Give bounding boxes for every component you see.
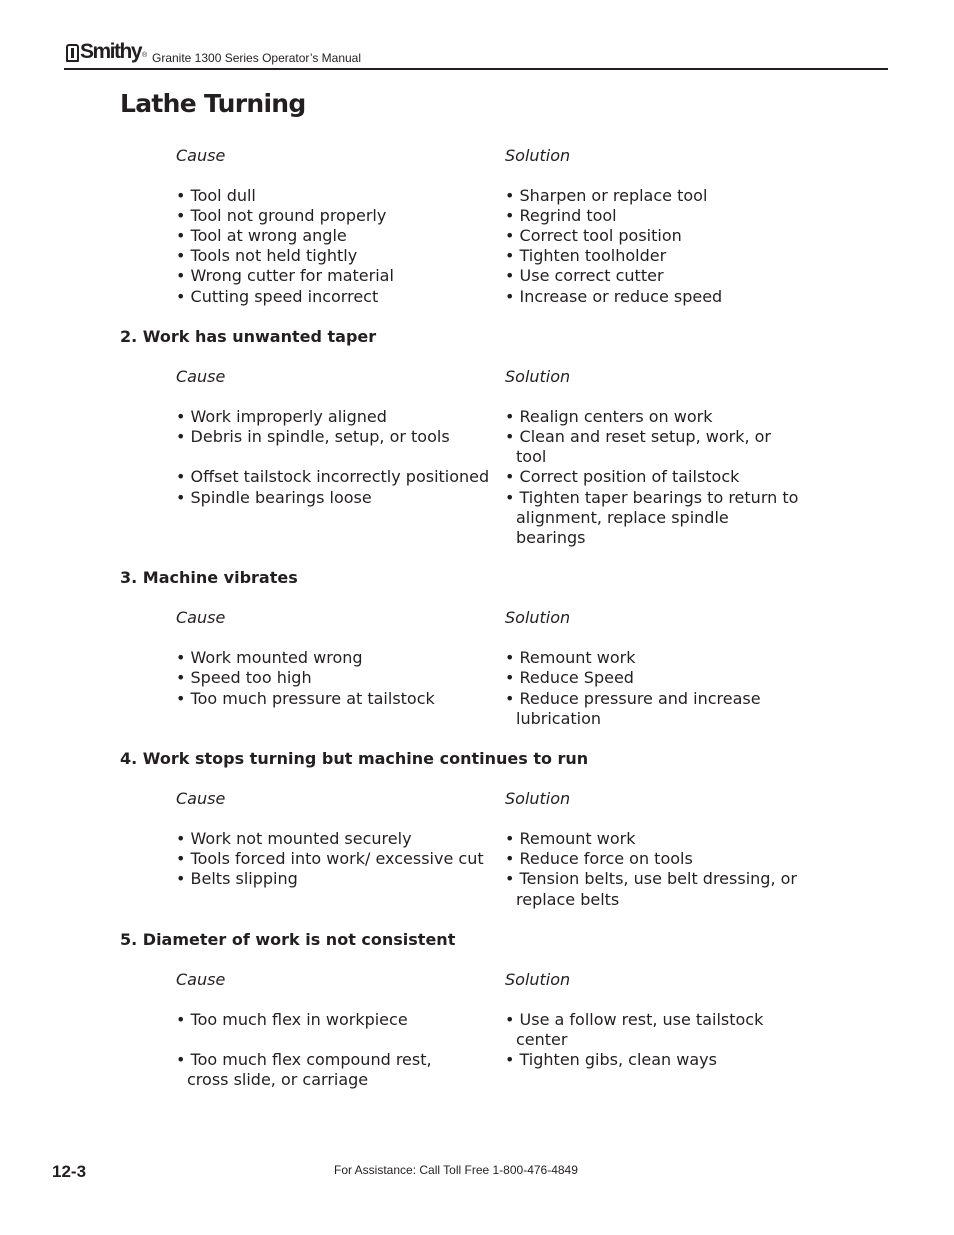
cause-item: • Tool at wrong angle (176, 226, 347, 245)
page-header (64, 40, 888, 70)
solution-item-continued: tool (516, 447, 547, 466)
solution-item: • Regrind tool (505, 206, 617, 225)
solution-item: • Tighten gibs, clean ways (505, 1050, 717, 1069)
cause-item: • Too much flex compound rest, (176, 1050, 432, 1069)
cause-item: • Speed too high (176, 668, 312, 687)
cause-item: • Too much pressure at tailstock (176, 689, 435, 708)
solution-item: • Reduce Speed (505, 668, 634, 687)
section-heading: 5. Diameter of work is not consistent (120, 930, 456, 949)
page-number: 12-3 (52, 1162, 87, 1181)
logo-registered-mark: ® (142, 52, 148, 59)
assistance-phone: For Assistance: Call Toll Free 1-800-476-4849 (334, 1163, 578, 1177)
cause-item: • Tools forced into work/ excessive cut (176, 849, 484, 868)
cause-item: • Work improperly aligned (176, 407, 387, 426)
cause-item: • Tool dull (176, 186, 256, 205)
cause-item: • Offset tailstock incorrectly positioned (176, 467, 490, 486)
smithy-logo (66, 42, 147, 62)
cause-label: Cause (176, 367, 226, 386)
cause-label: Cause (176, 146, 226, 165)
solution-item: • Realign centers on work (505, 407, 713, 426)
cause-item: • Too much flex in workpiece (176, 1010, 408, 1029)
solution-label: Solution (505, 970, 571, 989)
cause-item: • Debris in spindle, setup, or tools (176, 427, 450, 446)
cause-item: • Cutting speed incorrect (176, 287, 379, 306)
solution-item: • Use a follow rest, use tailstock (505, 1010, 764, 1029)
cause-item: • Work not mounted securely (176, 829, 412, 848)
solution-item: • Increase or reduce speed (505, 287, 723, 306)
logo-text: Smithy (80, 40, 142, 63)
cause-item: • Tool not ground properly (176, 206, 387, 225)
cause-label: Cause (176, 608, 226, 627)
solution-item-continued: replace belts (516, 890, 620, 909)
solution-item: • Tighten toolholder (505, 246, 667, 265)
solution-label: Solution (505, 367, 571, 386)
solution-item-continued: alignment, replace spindle (516, 508, 729, 527)
solution-item-continued: bearings (516, 528, 586, 547)
cause-label: Cause (176, 970, 226, 989)
solution-item: • Sharpen or replace tool (505, 186, 708, 205)
solution-item: • Correct position of tailstock (505, 467, 740, 486)
manual-title: Granite 1300 Series Operator’s Manual (152, 51, 362, 65)
page-title: Lathe Turning (120, 89, 306, 118)
cause-item: • Spindle bearings loose (176, 488, 372, 507)
solution-item: • Reduce force on tools (505, 849, 693, 868)
solution-item: • Remount work (505, 648, 636, 667)
solution-item: • Clean and reset setup, work, or (505, 427, 771, 446)
cause-item: • Wrong cutter for material (176, 266, 394, 285)
solution-item: • Use correct cutter (505, 266, 664, 285)
section-heading: 2. Work has unwanted taper (120, 327, 377, 346)
cause-item: • Work mounted wrong (176, 648, 363, 667)
solution-item: • Tension belts, use belt dressing, or (505, 869, 797, 888)
solution-item-continued: center (516, 1030, 568, 1049)
cause-item: • Tools not held tightly (176, 246, 358, 265)
solution-item: • Tighten taper bearings to return to (505, 488, 799, 507)
section-heading: 3. Machine vibrates (120, 568, 298, 587)
solution-label: Solution (505, 146, 571, 165)
cause-item: • Belts slipping (176, 869, 298, 888)
section-heading: 4. Work stops turning but machine continues to run (120, 749, 589, 768)
solution-item-continued: lubrication (516, 709, 602, 728)
solution-item: • Remount work (505, 829, 636, 848)
solution-label: Solution (505, 789, 571, 808)
solution-item: • Reduce pressure and increase (505, 689, 761, 708)
solution-label: Solution (505, 608, 571, 627)
cause-label: Cause (176, 789, 226, 808)
solution-item: • Correct tool position (505, 226, 682, 245)
cause-item-continued: cross slide, or carriage (187, 1070, 369, 1089)
smithy-logo-icon (66, 44, 79, 62)
